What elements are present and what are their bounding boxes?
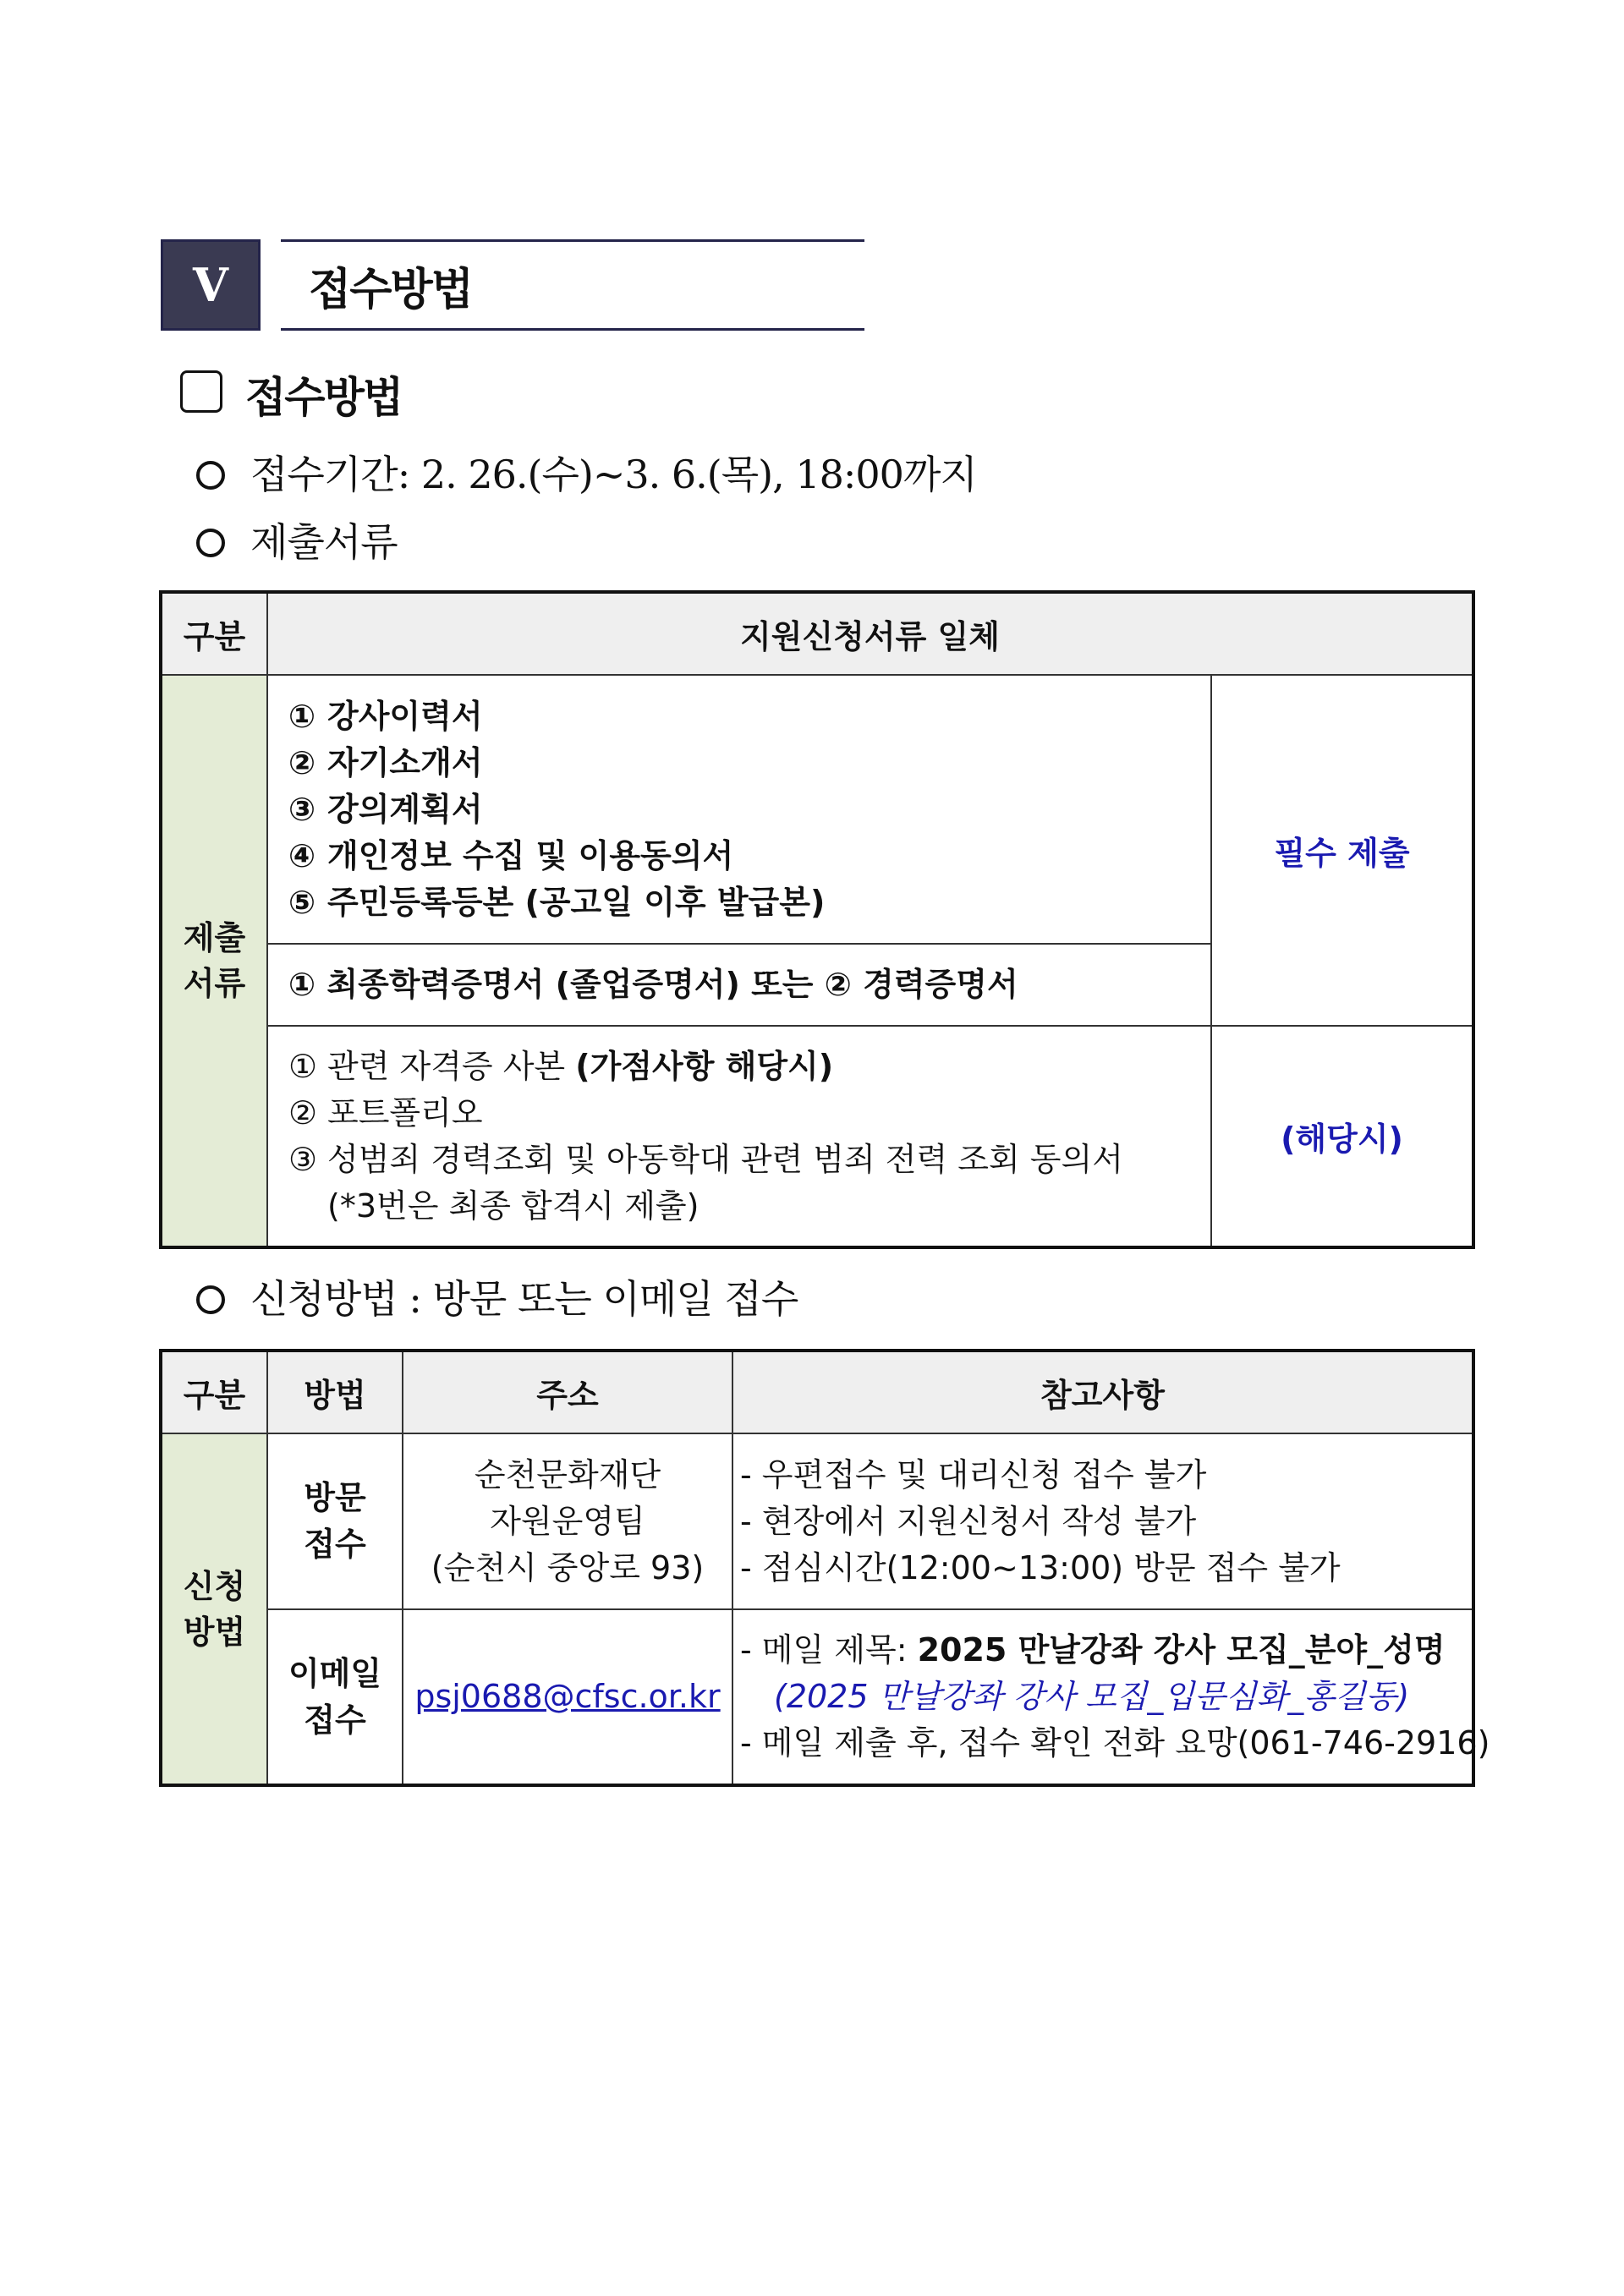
section-number-box [161,239,261,331]
required-docs-list [267,675,1211,944]
email-method: 이메일 접수 [267,1609,403,1785]
circle-bullet-icon [196,461,225,490]
conditional-docs-list [267,1026,1211,1247]
documents-table [159,590,1475,1249]
period-line [196,444,977,500]
list-item: ④ 개인정보 수집 및 이용동의서 [288,836,734,874]
period-text: 접수기간: 2. 26.(수)~3. 6.(목), 18:00까지 [250,452,977,497]
section-rule-bottom [281,328,864,331]
section-title: 접수방법 [309,265,472,315]
application-method-table [159,1349,1490,1787]
subheading: 접수방법 [245,373,403,422]
list-item: ② 자기소개서 [288,743,483,781]
method-line [196,1269,798,1324]
docs-line [196,512,398,567]
list-item: - 우편접수 및 대리신청 접수 불가 [740,1455,1207,1493]
list-item: ① 강사이력서 [288,697,483,735]
list-item: - 점심시간(12:00~13:00) 방문 접수 불가 [740,1548,1341,1586]
section-rule-top [281,239,864,242]
email-notes [732,1609,1490,1785]
email-address-cell [403,1609,732,1785]
checkbox-square-icon [180,370,222,413]
list-item: ③ 강의계획서 [288,790,483,828]
circle-bullet-icon [196,1285,225,1314]
section-number: V [193,258,228,312]
method-text: 신청방법 : 방문 또는 이메일 접수 [250,1276,798,1322]
header-notes: 참고사항 [732,1351,1473,1433]
circle-bullet-icon [196,529,225,557]
header-documents: 지원신청서류 일체 [267,592,1473,675]
docs-text: 제출서류 [250,519,398,565]
visit-notes [732,1433,1473,1609]
education-or-career-docs: ① 최종학력증명서 (졸업증명서) 또는 ② 경력증명서 [267,944,1211,1026]
visit-address: 순천문화재단 자원운영팀 (순천시 중앙로 93) [403,1433,732,1609]
list-item: ⑤ 주민등록등본 (공고일 이후 발급본) [288,883,826,921]
list-item: - 메일 제목: 2025 만날강좌 강사 모집_분야_성명 [740,1631,1446,1669]
visit-method: 방문 접수 [267,1433,403,1609]
side-label-method: 신청 방법 [161,1433,267,1785]
subject-example: (2025 만날강좌 강사 모집_입문심화_홍길동) [774,1678,1410,1715]
required-label: 필수 제출 [1211,675,1473,1026]
header-category: 구분 [161,592,267,675]
email-link[interactable]: psj0688@cfsc.or.kr [414,1678,721,1715]
list-item: ② 포트폴리오 [288,1093,483,1132]
side-label-documents: 제출 서류 [161,675,267,1247]
list-item: ① 관련 자격증 사본 (가점사항 해당시) [288,1047,834,1085]
header-category: 구분 [161,1351,267,1433]
list-item: ③ 성범죄 경력조회 및 아동학대 관련 범죄 전력 조회 동의서 [288,1140,1123,1178]
header-address: 주소 [403,1351,732,1433]
list-item: - 현장에서 지원신청서 작성 불가 [740,1502,1197,1540]
list-item: - 메일 제출 후, 접수 확인 전화 요망(061-746-2916) [740,1724,1490,1762]
header-method: 방법 [267,1351,403,1433]
list-item-note: (*3번은 최종 합격시 제출) [327,1186,700,1225]
conditional-label: (해당시) [1211,1026,1473,1247]
